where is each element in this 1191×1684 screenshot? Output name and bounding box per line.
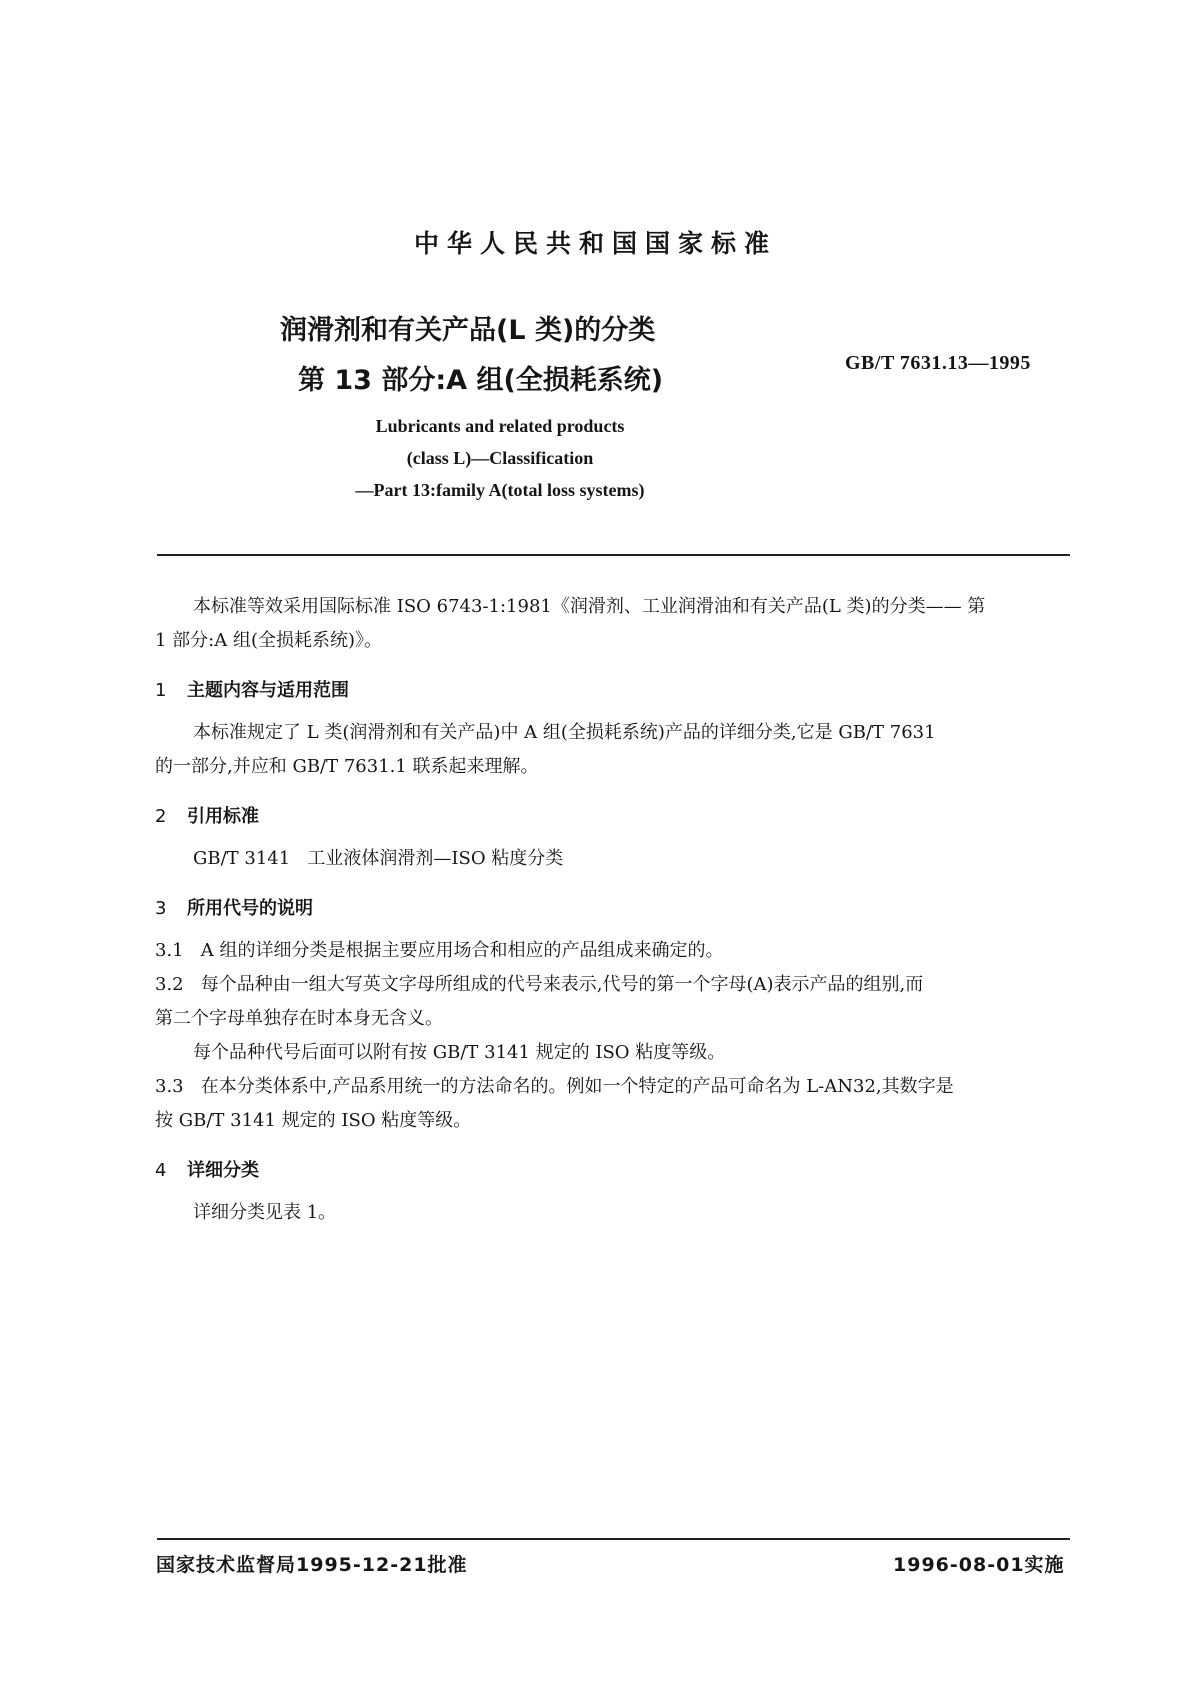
top-divider [157, 554, 1070, 556]
section-4-para: 详细分类见表 1。 [193, 1202, 337, 1223]
footer-effective: 1996-08-01实施 [893, 1554, 1065, 1576]
intro-line1: 本标准等效采用国际标准 ISO 6743-1:1981《润滑剂、工业润滑油和有关产品(L 类)的分类—— 第 [193, 596, 986, 617]
section-1-para-line2: 的一部分,并应和 GB/T 7631.1 联系起来理解。 [155, 756, 539, 777]
bottom-divider [157, 1538, 1070, 1540]
title-en-line3: —Part 13:family A(total loss systems) [355, 480, 645, 500]
section-3-title: 所用代号的说明 [187, 898, 313, 919]
section-1-number: 1 [155, 680, 167, 701]
section-2-title: 引用标准 [187, 806, 259, 827]
national-standard-heading: 中华人民共和国国家标准 [413, 229, 777, 258]
clause-3-1: 3.1 A 组的详细分类是根据主要应用场合和相应的产品组成来确定的。 [155, 940, 724, 961]
section-4-number: 4 [155, 1160, 167, 1181]
section-3-heading [155, 894, 313, 920]
section-2-reference: GB/T 3141 工业液体润滑剂—ISO 粘度分类 [193, 848, 564, 869]
clause-3-2-line2: 第二个字母单独存在时本身无含义。 [155, 1008, 443, 1029]
clause-3-3-line2: 按 GB/T 3141 规定的 ISO 粘度等级。 [155, 1110, 472, 1131]
section-4-heading [155, 1156, 259, 1182]
section-3-number: 3 [155, 898, 167, 919]
footer-approved: 国家技术监督局1995-12-21批准 [156, 1554, 468, 1576]
clause-3-2-line3: 每个品种代号后面可以附有按 GB/T 3141 规定的 ISO 粘度等级。 [193, 1042, 726, 1063]
section-1-title: 主题内容与适用范围 [187, 680, 349, 701]
title-en-line2: (class L)—Classification [406, 448, 594, 468]
standard-code: GB/T 7631.13—1995 [845, 352, 1031, 374]
title-en-line1: Lubricants and related products [375, 416, 625, 436]
section-2-number: 2 [155, 806, 167, 827]
section-1-para-line1: 本标准规定了 L 类(润滑剂和有关产品)中 A 组(全损耗系统)产品的详细分类,它是 GB/T 7631 [193, 722, 936, 743]
section-4-title: 详细分类 [187, 1160, 259, 1181]
intro-line2: 1 部分:A 组(全损耗系统)》。 [155, 630, 383, 651]
title-cn-line1: 润滑剂和有关产品(L 类)的分类 [280, 315, 656, 346]
clause-3-2-line1: 3.2 每个品种由一组大写英文字母所组成的代号来表示,代号的第一个字母(A)表示产品的组别,而 [155, 974, 924, 995]
section-2-heading [155, 802, 259, 828]
title-cn-line2: 第 13 部分:A 组(全损耗系统) [298, 365, 664, 396]
section-1-heading [155, 676, 349, 702]
clause-3-3-line1: 3.3 在本分类体系中,产品系用统一的方法命名的。例如一个特定的产品可命名为 L-AN32,其数字是 [155, 1076, 954, 1097]
